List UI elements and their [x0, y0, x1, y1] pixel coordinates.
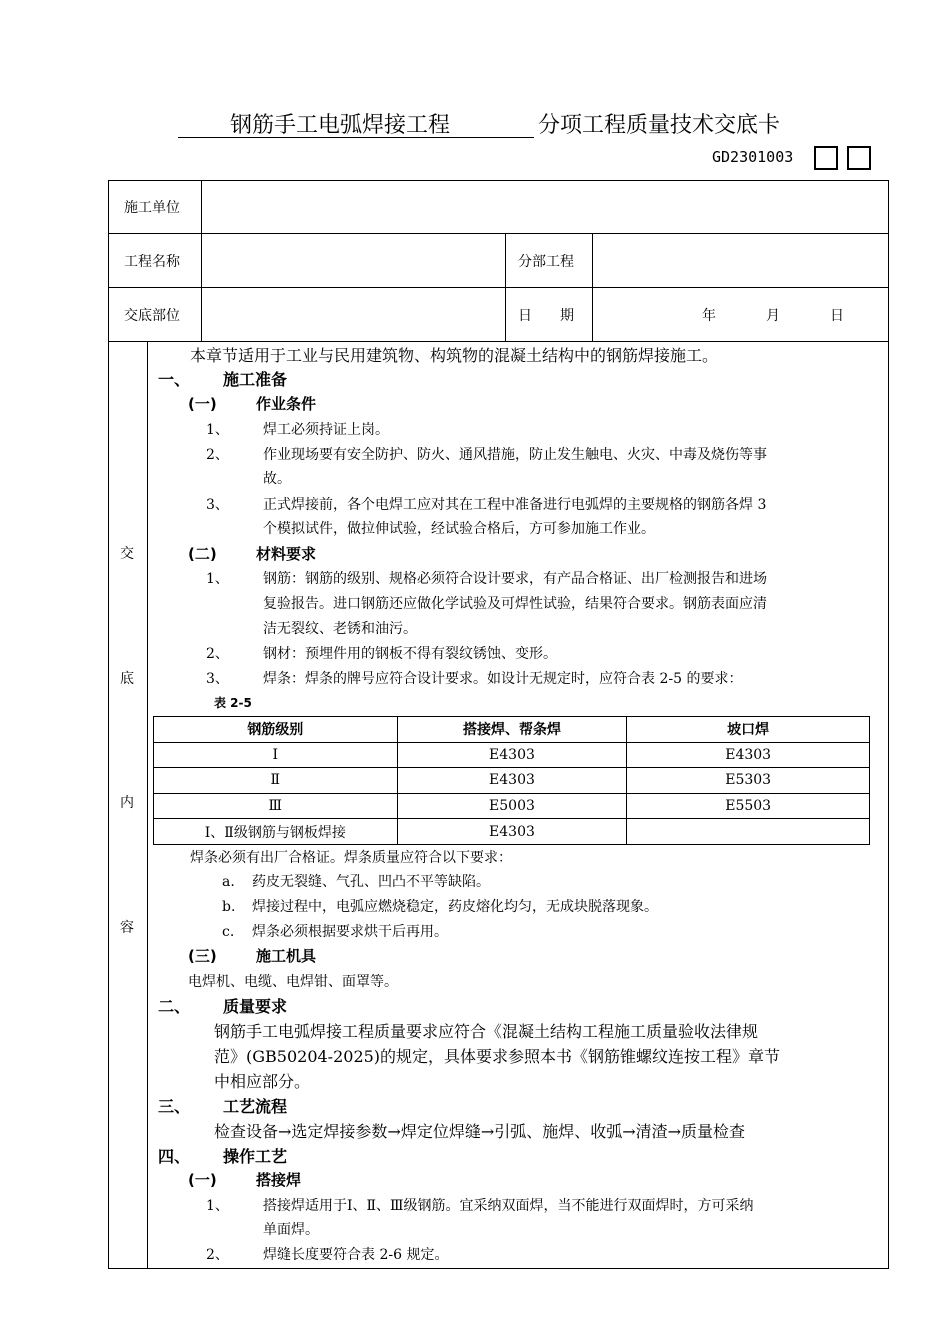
list-marker: b. [222, 899, 236, 915]
table-cell [627, 819, 870, 845]
table-cell: E5303 [627, 768, 870, 794]
subsection-title: 作业条件 [256, 395, 317, 413]
table-header: 坡口焊 [627, 717, 870, 743]
table-cell: E4303 [397, 768, 627, 794]
paragraph-text: 中相应部分。 [214, 1072, 311, 1091]
paragraph-text: 焊条必须有出厂合格证。焊条质量应符合以下要求： [190, 850, 512, 866]
side-label-char: 交 [120, 546, 134, 562]
side-label-char: 内 [120, 795, 134, 811]
table-cell: Ⅲ [154, 793, 398, 819]
location-label: 交底部位 [124, 308, 180, 324]
table-cell: E5503 [627, 793, 870, 819]
subsection-title: 材料要求 [256, 545, 317, 563]
list-text: 药皮无裂缝、气孔、凹凸不平等缺陷。 [252, 874, 490, 890]
item-text: 焊工必须持证上岗。 [263, 422, 389, 438]
section-title: 施工准备 [223, 370, 288, 389]
item-text: 洁无裂纹、老锈和油污。 [263, 621, 417, 637]
division-label: 分部工程 [518, 254, 574, 270]
paragraph-text: 钢筋手工电弧焊接工程质量要求应符合《混凝土结构工程施工质量验收法律规 [214, 1022, 759, 1041]
item-text: 正式焊接前，各个电焊工应对其在工程中准备进行电弧焊的主要规格的钢筋各焊 3 [263, 497, 767, 513]
item-number: 3、 [206, 671, 229, 687]
section-number: 二、 [158, 997, 191, 1016]
item-text: 搭接焊适用于Ⅰ、Ⅱ、Ⅲ级钢筋。宜采纳双面焊，当不能进行双面焊时，方可采纳 [263, 1198, 754, 1214]
divider [592, 233, 593, 341]
construction-unit-label: 施工单位 [124, 200, 180, 216]
item-number: 2、 [206, 1247, 229, 1263]
document-title [0, 106, 950, 140]
subsection-title: 搭接焊 [256, 1171, 302, 1189]
divider [108, 287, 889, 288]
subsection-number: (三) [188, 947, 217, 965]
item-text: 焊条：焊条的牌号应符合设计要求。如设计无规定时，应符合表 2-5 的要求： [263, 671, 743, 687]
item-number: 3、 [206, 497, 229, 513]
item-number: 1、 [206, 571, 229, 587]
table-cell: E4303 [397, 819, 627, 845]
item-text: 作业现场要有安全防护、防火、通风措施，防止发生触电、火灾、中毒及烧伤等事 [263, 447, 767, 463]
table-header: 搭接焊、帮条焊 [397, 717, 627, 743]
section-number: 一、 [158, 370, 191, 389]
subsection-title: 施工机具 [256, 947, 317, 965]
subsection-number: (一) [188, 395, 217, 413]
intro-text: 本章节适用于工业与民用建筑物、构筑物的混凝土结构中的钢筋焊接施工。 [190, 346, 719, 365]
title-underline [178, 106, 534, 138]
table-row [154, 819, 870, 845]
item-number: 1、 [206, 422, 229, 438]
section-number: 四、 [158, 1147, 191, 1166]
divider [505, 233, 506, 341]
subsection-number: (一) [188, 1171, 217, 1189]
item-text: 钢筋：钢筋的级别、规格必须符合设计要求，有产品合格证、出厂检测报告和进场 [263, 571, 767, 587]
table-cell: Ⅰ [154, 742, 398, 768]
checkbox-2[interactable] [847, 146, 871, 170]
item-text: 焊缝长度要符合表 2-6 规定。 [263, 1247, 449, 1263]
list-marker: c. [222, 924, 235, 940]
table-row [154, 742, 870, 768]
side-label-char: 容 [120, 920, 134, 936]
table-cell: Ⅰ、Ⅱ级钢筋与钢板焊接 [154, 819, 398, 845]
table-cell: E5003 [397, 793, 627, 819]
divider [147, 341, 148, 1269]
table-caption: 表 2-5 [214, 696, 252, 710]
date-month: 月 [766, 308, 780, 324]
list-text: 焊条必须根据要求烘干后再用。 [252, 924, 448, 940]
divider [108, 233, 889, 234]
date-day: 日 [830, 308, 844, 324]
item-number: 1、 [206, 1198, 229, 1214]
table-cell: E4303 [397, 742, 627, 768]
item-text: 单面焊。 [263, 1222, 319, 1238]
section-title: 质量要求 [223, 997, 288, 1016]
title-project: 钢筋手工电弧焊接工程 [230, 113, 451, 138]
section-title: 工艺流程 [223, 1097, 288, 1116]
paragraph-text: 范》(GB50204-2025)的规定，具体要求参照本书《钢筋锥螺纹连按工程》章节 [214, 1047, 781, 1066]
checkbox-1[interactable] [814, 146, 838, 170]
date-year: 年 [702, 308, 716, 324]
process-flow: 检查设备→选定焊接参数→焊定位焊缝→引弧、施焊、收弧→清渣→质量检查 [214, 1122, 746, 1141]
subsection-number: (二) [188, 545, 217, 563]
table-header-row [154, 717, 870, 743]
document-code: GD2301003 [712, 148, 794, 166]
item-text: 故。 [263, 471, 291, 487]
table-row [154, 793, 870, 819]
list-marker: a. [222, 874, 235, 890]
item-text: 钢材：预埋件用的钢板不得有裂纹锈蚀、变形。 [263, 646, 557, 662]
section-number: 三、 [158, 1097, 191, 1116]
table-header: 钢筋级别 [154, 717, 398, 743]
section-title: 操作工艺 [223, 1147, 288, 1166]
item-text: 复验报告。进口钢筋还应做化学试验及可焊性试验，结果符合要求。钢筋表面应清 [263, 596, 767, 612]
table-cell: E4303 [627, 742, 870, 768]
item-number: 2、 [206, 447, 229, 463]
list-text: 焊接过程中，电弧应燃烧稳定，药皮熔化均匀，无成块脱落现象。 [252, 899, 658, 915]
item-number: 2、 [206, 646, 229, 662]
paragraph-text: 电焊机、电缆、电焊钳、面罩等。 [188, 974, 398, 990]
divider [201, 180, 202, 341]
electrode-table [153, 716, 870, 845]
table-row [154, 768, 870, 794]
side-label-char: 底 [120, 671, 134, 687]
divider [108, 341, 889, 342]
project-name-label: 工程名称 [124, 254, 180, 270]
date-label: 日 期 [518, 308, 574, 324]
table-cell: Ⅱ [154, 768, 398, 794]
title-suffix: 分项工程质量技术交底卡 [538, 113, 781, 138]
item-text: 个模拟试件，做拉伸试验，经试验合格后，方可参加施工作业。 [263, 521, 655, 537]
